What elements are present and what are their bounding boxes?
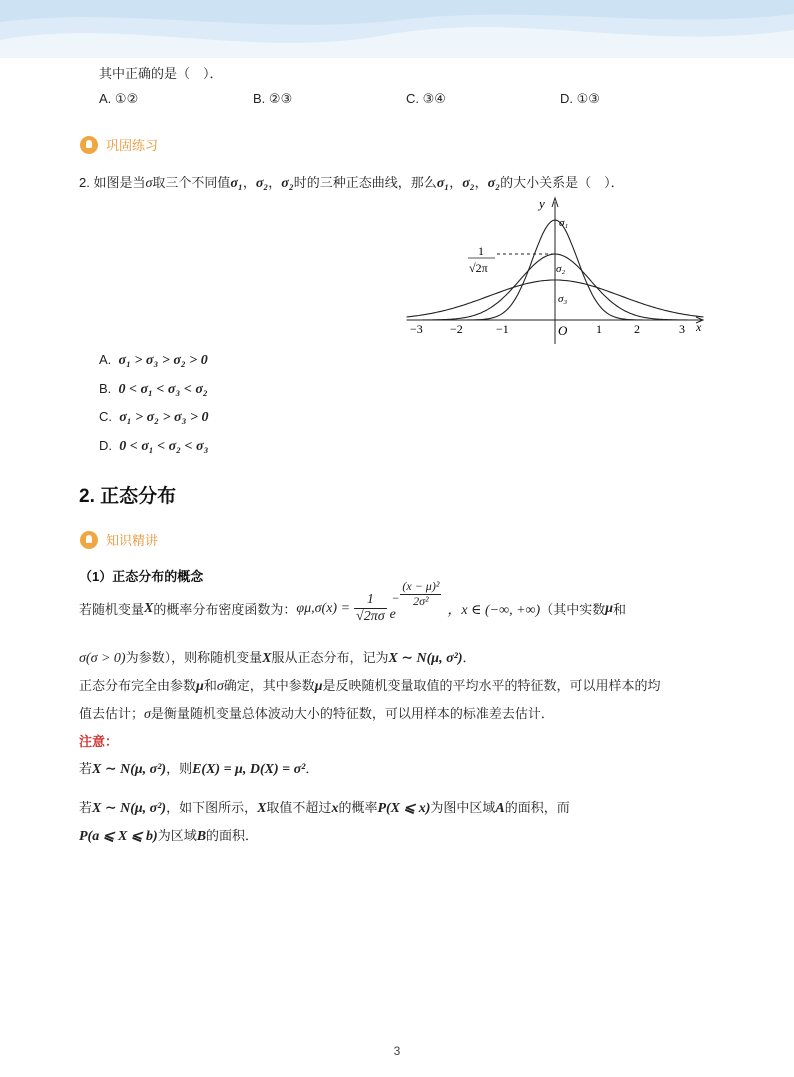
question-2-option-d[interactable]: D. 0 < σ₁ < σ₂ < σ₃ <box>99 438 209 454</box>
origin-label: O <box>558 323 568 338</box>
bulb-icon <box>80 531 98 549</box>
question-2-option-a[interactable]: A. σ₁ > σ₃ > σ₂ > 0 <box>99 352 208 368</box>
x-tick-label: 3 <box>679 322 685 336</box>
practice-tag-label: 巩固练习 <box>106 138 159 153</box>
practice-tag <box>80 135 158 154</box>
note-line-2: 若X ∼ N(μ, σ²)，如下图所示，X取值不超过x的概率P(X ⩽ x)为图中区域A的面积，而 <box>79 800 570 816</box>
question-1-choice-b[interactable]: B. ②③ <box>253 91 293 106</box>
question-1-choice-c[interactable]: C. ③④ <box>406 91 446 106</box>
curve-label-sigma-1: σ₁ <box>559 217 569 229</box>
note-line-1: 若X ∼ N(μ, σ²)，则E(X) = μ, D(X) = σ²． <box>79 761 319 777</box>
exponential: e − (x − μ)² 2σ² <box>389 579 440 622</box>
curve-label-sigma-2: σ₂ <box>556 263 566 275</box>
concept-line-4: 值去估计；σ是衡量随机变量总体波动大小的特征数，可以用样本的标准差去估计． <box>79 706 554 722</box>
question-2-option-b[interactable]: B. 0 < σ₁ < σ₃ < σ₂ <box>99 381 208 397</box>
peak-label-numerator: 1 <box>478 244 484 258</box>
pdf-fraction: $\frac{1}{√2\pi\sigma}$ <box>356 592 385 625</box>
knowledge-tag-label: 知识精讲 <box>106 533 159 548</box>
x-tick-label: 1 <box>596 322 602 336</box>
question-2-option-c[interactable]: C. σ₁ > σ₂ > σ₃ > 0 <box>99 409 209 425</box>
concept-heading: （1）正态分布的概念 <box>79 569 204 584</box>
x-tick-label: 2 <box>634 322 640 336</box>
x-tick-label: −1 <box>496 322 509 336</box>
question-1-stem: 其中正确的是（ ）． <box>99 66 223 81</box>
concept-line-2: σ(σ > 0)为参数），则称随机变量X服从正态分布，记为X ∼ N(μ, σ²)． <box>79 650 476 666</box>
question-1-choice-d[interactable]: D. ①③ <box>560 91 600 106</box>
question-1-choice-a[interactable]: A. ①② <box>99 91 139 106</box>
header-decoration <box>0 0 794 58</box>
normal-curves-figure <box>400 192 710 347</box>
x-tick-label: −3 <box>410 322 423 336</box>
x-axis-label: x <box>696 320 702 334</box>
note-line-3: P(a ⩽ X ⩽ b)为区域B的面积． <box>79 828 259 844</box>
y-axis-label: y <box>539 196 545 211</box>
note-label: 注意： <box>79 734 119 749</box>
bulb-icon <box>80 136 98 154</box>
concept-line-1: 若随机变量 X 的概率分布密度函数为： φμ,σ(x) = $\frac{1}{√2\pi\sigma}$ e − (x − μ)² 2σ² ，x ∈ (−∞, +∞) （其中实数 μ 和 <box>79 579 627 625</box>
question-2-stem: 2. 如图是当σ取三个不同值σ₁，σ₂，σ₂时的三种正态曲线，那么σ₁，σ₂，σ₂的大小关系是（ ）． <box>79 175 624 191</box>
concept-line-3: 正态分布完全由参数μ和σ确定，其中参数μ是反映随机变量取值的平均水平的特征数，可以用样本的均 <box>79 678 661 694</box>
page-number: 3 <box>393 1044 401 1058</box>
curve-label-sigma-3: σ₃ <box>558 293 568 305</box>
x-tick-label: −2 <box>450 322 463 336</box>
peak-label-denominator: √2π <box>469 261 488 275</box>
section-title: 2. 正态分布 <box>79 486 177 507</box>
knowledge-tag <box>80 530 158 549</box>
